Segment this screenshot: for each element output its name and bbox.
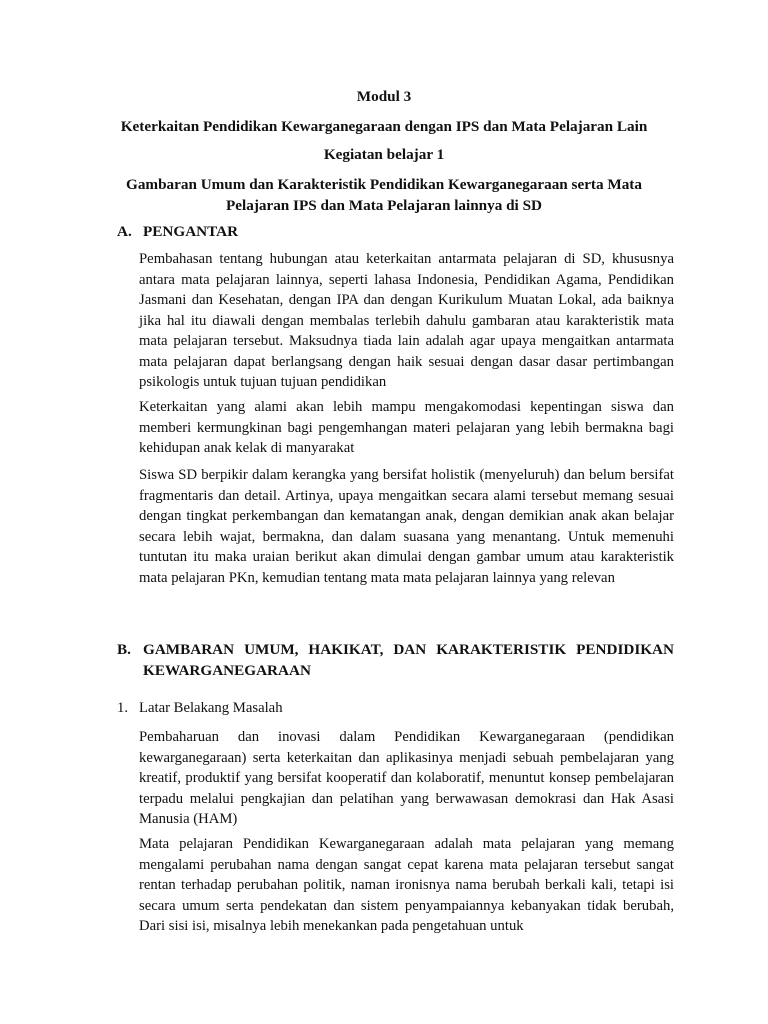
section-b-paragraph-1: Pembaharuan dan inovasi dalam Pendidikan Kewarganegaraan (pendidikan kewarganegaraan) serta keterkaitan dan aplikasinya menjadi sebuah pembelajaran yang kreatif, produktif yang bersifat kooperatif dan kolaboratif, menuntut konsep pembelajaran terpadu melalui pengkajian dan pelatihan yang berwawasan demokrasi dan Hak Asasi Manusia (HAM) xyxy=(139,729,674,827)
section-b-item-1-title: Latar Belakang Masalah xyxy=(139,700,283,716)
section-b-paragraph-2: Mata pelajaran Pendidikan Kewarganegaraan adalah mata pelajaran yang memang mengalami perubahan nama dengan sangat cepat karena mata pelajaran tersebut sangat rentan terhadap perubahan politik, naman ironisnya nama berubah berkali kali, tetapi isi secara umum serta pendekatan dan sistem penyampaiannya kebanyakan tidak berubah, Dari sisi isi, misalnya lebih menekankan pada pengetahuan untuk xyxy=(139,836,674,934)
section-a-marker: A. xyxy=(117,223,132,240)
activity-title: Gambaran Umum dan Karakteristik Pendidikan Kewarganegaraan serta Mata Pelajaran IPS dan Mata Pelajaran lainnya di SD xyxy=(126,176,642,214)
section-a-title: PENGANTAR xyxy=(143,223,239,240)
section-a-paragraph-2: Keterkaitan yang alami akan lebih mampu mengakomodasi kepentingan siswa dan memberi kermungkinan bagi pengemhangan materi pelajaran yang lebih bermakna bagi kehidupan anak kelak di manyarakat xyxy=(139,399,674,456)
section-b-item-1-marker: 1. xyxy=(117,700,129,716)
section-b-title: GAMBARAN UMUM, HAKIKAT, DAN KARAKTERISTIK PENDIDIKAN KEWARGANEGARAAN xyxy=(143,641,674,679)
section-b-marker: B. xyxy=(117,641,131,658)
section-b-heading xyxy=(117,640,674,681)
section-a-paragraph-3: Siswa SD berpikir dalam kerangka yang bersifat holistik (menyeluruh) dan belum bersifat fragmentaris dan detail. Artinya, upaya mengaitkan secara alami tersebut memang sesuai dengan tingkat perkembangan dan kematangan anak, dengan demikian anak akan belajar secara lebih wajat, bermakna, dan dalam suasana yang menantang. Untuk memenuhi tuntutan itu maka uraian berikut akan dimulai dengan gambar umum atau karakteristik mata pelajaran PKn, kemudian tentang mata mata pelajaran lainnya yang relevan xyxy=(139,467,674,586)
module-title: Modul 3 xyxy=(356,88,412,105)
section-b-item-1 xyxy=(117,698,674,719)
section-a-heading xyxy=(117,222,674,243)
section-a-paragraph-1: Pembahasan tentang hubungan atau keterkaitan antarmata pelajaran di SD, khususnya antara mata pelajaran lainnya, seperti lahasa Indonesia, Pendidikan Agama, Pendidikan Jasmani dan Kesehatan, dengan IPA dan dengan Kurikulum Muatan Lokal, ada baiknya jika hal itu diawali dengan membalas terlebih dahulu gambaran atau karakteristik mata mata pelajaran tersebut. Maksudnya tiada lain adalah agar upaya mengaitkan antarmata mata pelajaran dapat berlangsang dengan haik sesuai dengan dasar dasar pertimbangan psikologis untuk tujuan tujuan pendidikan xyxy=(139,251,674,390)
module-subtitle: Keterkaitan Pendidikan Kewarganegaraan dengan IPS dan Mata Pelajaran Lain xyxy=(120,118,648,135)
activity-label: Kegiatan belajar 1 xyxy=(323,146,445,163)
